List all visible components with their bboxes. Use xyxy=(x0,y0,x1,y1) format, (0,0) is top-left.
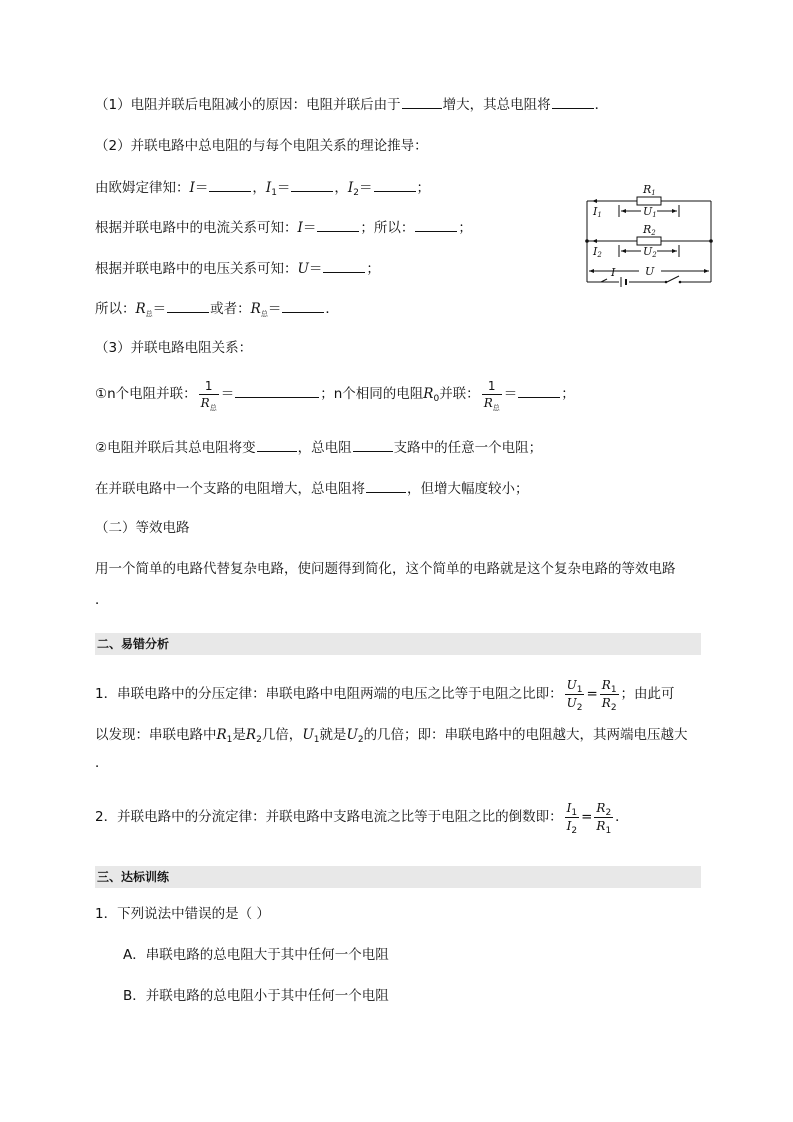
text: 1 xyxy=(605,825,612,836)
arrowhead xyxy=(592,239,597,243)
text: ； xyxy=(416,180,430,196)
text: ． xyxy=(594,97,609,113)
text: ． xyxy=(615,809,629,825)
text: ，总电阻 xyxy=(297,440,352,456)
subscript: 0 xyxy=(433,394,440,404)
text: = xyxy=(586,686,598,702)
subscript: 2 xyxy=(353,188,359,198)
text xyxy=(565,694,585,713)
text: 就是 xyxy=(319,727,347,743)
fill-blank xyxy=(323,258,365,273)
junction xyxy=(709,239,713,243)
text: 2 xyxy=(357,735,364,745)
text: 根据并联电路中的电流关系可知： xyxy=(95,220,298,236)
fill-blank xyxy=(552,94,594,109)
switch xyxy=(667,276,679,282)
text-line-voltage-divider-2 xyxy=(95,725,688,747)
text: ＝ xyxy=(220,386,235,402)
text: U xyxy=(302,727,314,743)
symbol-i2: I xyxy=(347,180,354,196)
fraction-u1-u2 xyxy=(565,677,585,713)
text: R xyxy=(216,727,227,743)
text: U xyxy=(566,677,577,692)
text: ； xyxy=(366,261,380,277)
text: R xyxy=(601,677,611,692)
label-u2: U2 xyxy=(643,245,657,259)
text: R xyxy=(245,727,257,743)
text-line-period: ． xyxy=(95,592,109,608)
text xyxy=(600,679,619,694)
text-line-3: （3）并联电路电阻关系： xyxy=(95,340,253,356)
text: 1 xyxy=(313,735,320,745)
text: 1 xyxy=(571,807,578,818)
text: ， xyxy=(334,180,348,196)
text: 1 xyxy=(610,684,617,695)
section-header-error-analysis: 二、易错分析 xyxy=(95,633,701,655)
text xyxy=(600,694,619,713)
text-line-parallel-smaller xyxy=(95,437,542,458)
text: ＝ xyxy=(152,301,167,317)
text: U xyxy=(566,695,577,710)
text: R xyxy=(596,800,606,815)
subscript: 总 xyxy=(145,310,153,318)
option-b[interactable]: B．并联电路的总电阻小于其中任何一个电阻 xyxy=(123,988,389,1004)
text: 所以： xyxy=(95,301,136,317)
text: ；n个相同的电阻 xyxy=(320,386,424,402)
text xyxy=(565,802,579,817)
text xyxy=(565,679,585,694)
text-line-current xyxy=(95,217,472,238)
subscript: 总 xyxy=(260,310,268,318)
text-line-voltage xyxy=(95,258,380,279)
text: R xyxy=(601,695,611,710)
text: 并联： xyxy=(439,386,480,402)
text: 由欧姆定律知： xyxy=(95,180,190,196)
text: ＝ xyxy=(359,180,373,196)
text-line-equivalent: 用一个简单的电路代替复杂电路，使问题得到简化，这个简单的电路就是这个复杂电路的等效电路 xyxy=(95,561,676,577)
text: ；所以： xyxy=(360,220,415,236)
resistor-r2 xyxy=(637,237,661,245)
text: 1 xyxy=(576,684,583,695)
text: ②电阻并联后其总电阻将变 xyxy=(95,440,256,456)
label-r2: R2 xyxy=(643,223,656,237)
text: R xyxy=(483,395,493,410)
text: 1 xyxy=(204,378,213,393)
arrowhead xyxy=(621,209,626,213)
text-line-result xyxy=(95,298,339,321)
text: 2 xyxy=(576,702,583,713)
parallel-circuit-diagram xyxy=(583,185,715,287)
text: 总 xyxy=(209,403,217,412)
text: R xyxy=(596,818,606,833)
text-line-period: ． xyxy=(95,755,109,771)
text: 1．串联电路中的分压定律：串联电路中电阻两端的电压之比等于电阻之比即： xyxy=(95,686,563,702)
text-line-branch-increase xyxy=(95,478,529,499)
text: 是 xyxy=(232,727,246,743)
fraction xyxy=(482,378,502,412)
text: ， xyxy=(252,180,266,196)
symbol-u: U xyxy=(297,261,309,277)
text: ＝ xyxy=(503,386,518,402)
text: I xyxy=(566,800,572,815)
fill-blank xyxy=(353,437,393,452)
arrowhead xyxy=(592,199,597,203)
symbol-r: R xyxy=(250,301,261,317)
label-i: I xyxy=(611,266,616,279)
text: 总 xyxy=(492,403,500,412)
symbol-i: I xyxy=(297,220,303,236)
label-r1: R1 xyxy=(643,185,656,197)
symbol-r: R xyxy=(135,301,146,317)
fill-blank xyxy=(366,478,406,493)
text: ． xyxy=(325,301,339,317)
text-line-ohm xyxy=(95,177,430,200)
text: 2 xyxy=(256,735,262,745)
text: 2 xyxy=(605,807,612,818)
symbol-i: I xyxy=(189,180,195,196)
text: 1 xyxy=(226,735,233,745)
text-line-2: （2）并联电路中总电阻的与每个电阻关系的理论推导： xyxy=(95,138,428,154)
text: 2．并联电路中的分流定律：并联电路中支路电流之比等于电阻之比的倒数即： xyxy=(95,809,563,825)
fill-blank xyxy=(317,217,359,232)
junction xyxy=(585,239,589,243)
fraction xyxy=(199,378,219,412)
text: ①n个电阻并联： xyxy=(95,386,197,402)
text: 或者： xyxy=(210,301,251,317)
fill-blank xyxy=(209,177,251,192)
subscript: 1 xyxy=(271,188,277,198)
text: 1 xyxy=(487,378,496,393)
text: U xyxy=(346,727,358,743)
text: 支路中的任意一个电阻； xyxy=(393,440,543,456)
fill-blank xyxy=(402,94,442,109)
text: ＝ xyxy=(194,180,209,196)
arrowhead xyxy=(672,249,677,253)
fill-blank xyxy=(518,383,560,398)
text xyxy=(482,394,502,412)
text-line-equivalent-heading: （二）等效电路 xyxy=(95,520,190,536)
text: ＝ xyxy=(267,301,282,317)
fill-blank xyxy=(282,298,324,313)
symbol-r0: R xyxy=(423,386,434,402)
text-line-1 xyxy=(95,94,608,115)
text: ＝ xyxy=(308,261,323,277)
fraction-i1-i2 xyxy=(565,800,579,836)
label-i2: I2 xyxy=(593,245,602,259)
text: R xyxy=(200,395,210,410)
fill-blank xyxy=(415,217,457,232)
text-line-current-divider xyxy=(95,794,629,840)
label-i1: I1 xyxy=(593,205,602,219)
arrowhead xyxy=(704,269,709,273)
fill-blank xyxy=(257,437,297,452)
label-u: U xyxy=(645,265,655,278)
fraction-r1-r2 xyxy=(600,677,619,713)
symbol-i1: I xyxy=(265,180,272,196)
text xyxy=(199,394,219,412)
section-header-practice: 三、达标训练 xyxy=(95,866,701,888)
fill-blank xyxy=(374,177,416,192)
switch-contact xyxy=(679,281,682,284)
text: 根据并联电路中的电压关系可知： xyxy=(95,261,298,277)
fill-blank xyxy=(291,177,333,192)
arrowhead xyxy=(621,249,626,253)
switch-pivot xyxy=(665,281,668,284)
text: ＝ xyxy=(276,180,291,196)
text: 以发现：串联电路中 xyxy=(95,727,217,743)
text: 几倍， xyxy=(261,727,303,743)
text: 在并联电路中一个支路的电阻增大，总电阻将 xyxy=(95,481,365,497)
fraction-r2-r1 xyxy=(594,800,613,836)
text xyxy=(565,817,579,836)
text-line-voltage-divider xyxy=(95,671,675,717)
text: 的几倍；即：串联电路中的电阻越大，其两端电压越大 xyxy=(363,727,688,743)
text: ； xyxy=(561,386,575,402)
text: ； xyxy=(458,220,472,236)
text: = xyxy=(581,809,593,825)
text: 2 xyxy=(571,825,578,836)
text: 2 xyxy=(610,702,617,713)
option-a[interactable]: A．串联电路的总电阻大于其中任何一个电阻 xyxy=(123,947,389,963)
label-u1: U1 xyxy=(643,205,657,219)
text: 增大，其总电阻将 xyxy=(442,97,551,113)
resistor-r1 xyxy=(637,197,661,205)
text: ，但增大幅度较小； xyxy=(407,481,529,497)
fill-blank xyxy=(235,383,319,398)
text xyxy=(594,817,613,836)
fill-blank xyxy=(167,298,209,313)
arrowhead xyxy=(589,269,594,273)
text xyxy=(594,802,613,817)
text-line-n-resistors xyxy=(95,376,575,414)
question-1: 1．下列说法中错误的是（ ） xyxy=(95,906,270,922)
text: ；由此可 xyxy=(620,686,675,702)
arrowhead xyxy=(672,209,677,213)
text: I xyxy=(566,818,572,833)
text: ＝ xyxy=(302,220,317,236)
text: （1）电阻并联后电阻减小的原因：电阻并联后由于 xyxy=(95,97,401,113)
